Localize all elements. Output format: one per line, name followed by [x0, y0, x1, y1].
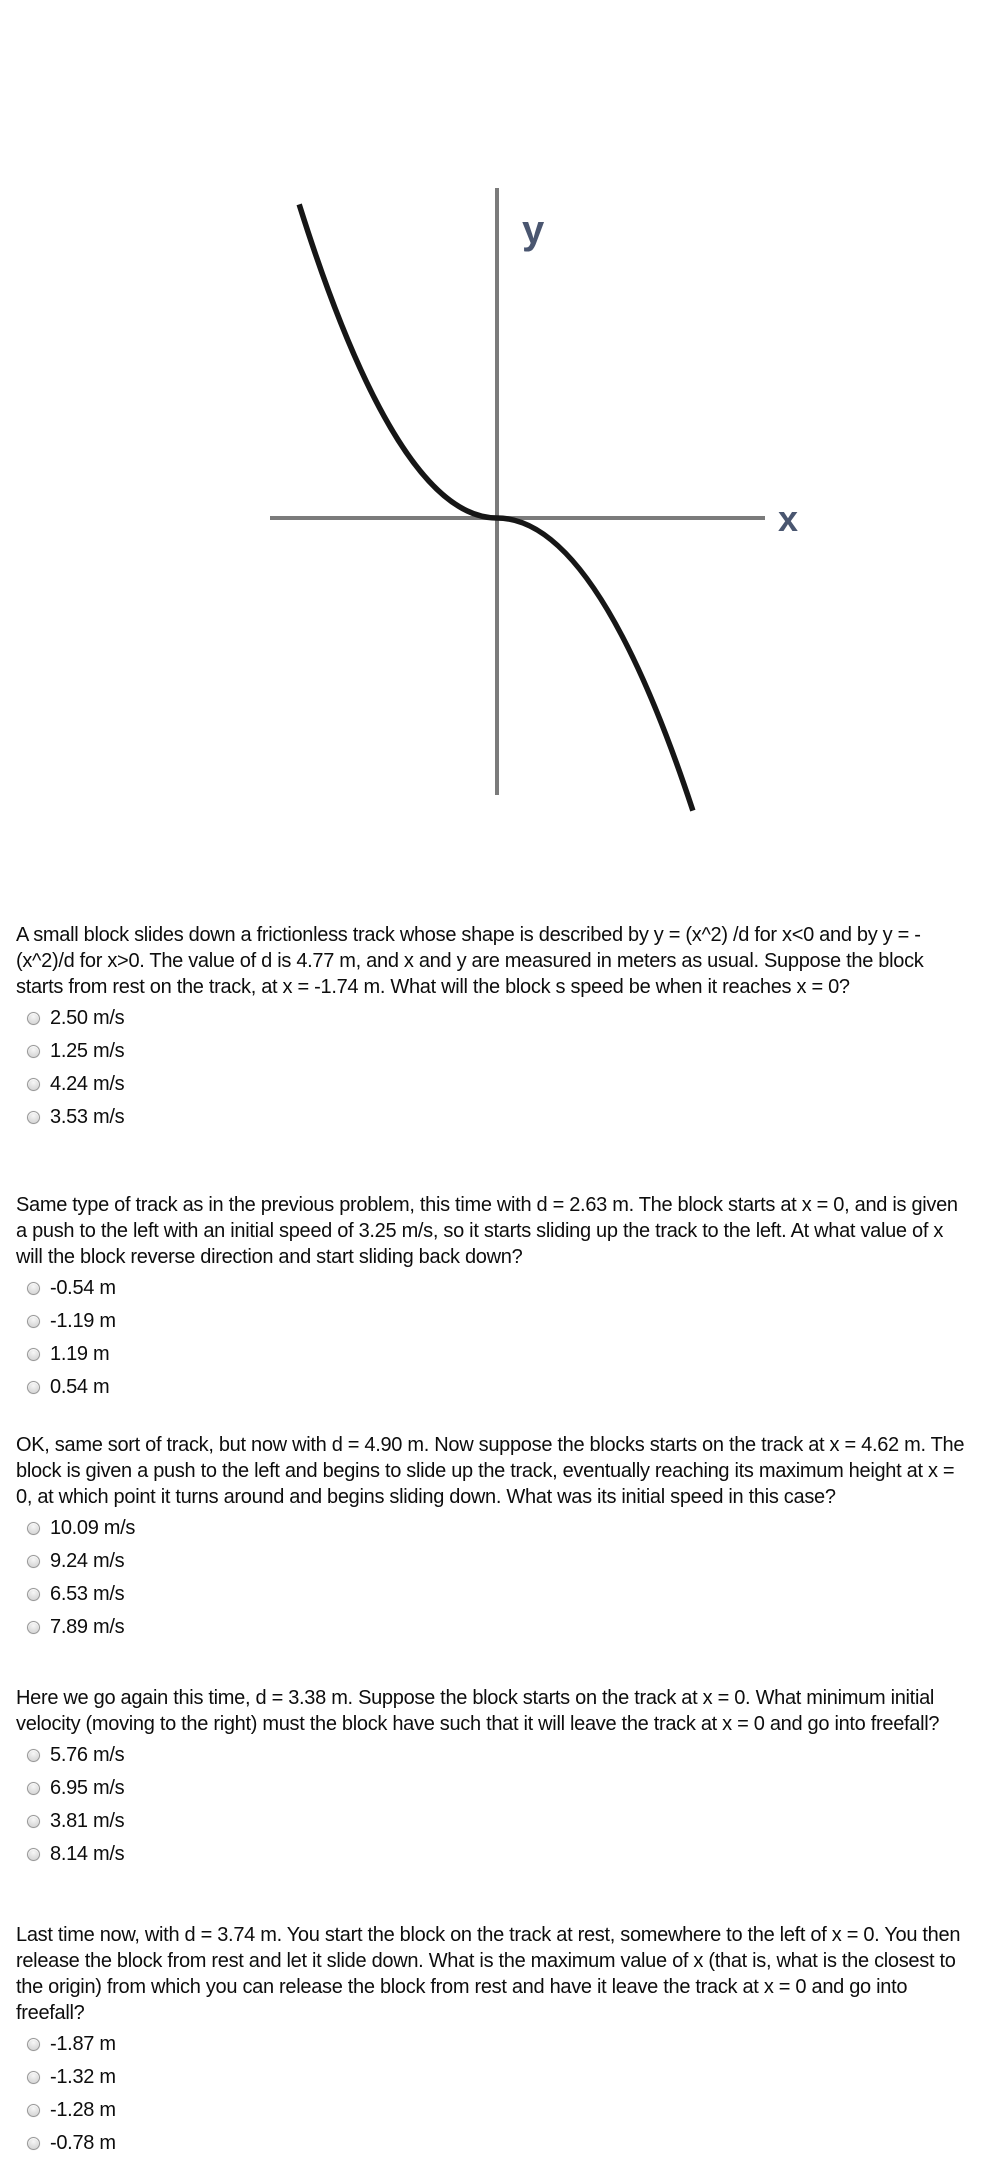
- option-row[interactable]: [16, 1838, 966, 1871]
- option-row[interactable]: [16, 2061, 966, 2094]
- option-label[interactable]: 1.25 m/s: [50, 1040, 125, 1062]
- option-label[interactable]: -1.28 m: [50, 2099, 116, 2121]
- radio-button[interactable]: [27, 1588, 40, 1601]
- option-label[interactable]: 2.50 m/s: [50, 1007, 125, 1029]
- question-block-3: [16, 1432, 966, 1644]
- radio-button[interactable]: [27, 1749, 40, 1762]
- option-row[interactable]: [16, 2028, 966, 2061]
- option-label[interactable]: 9.24 m/s: [50, 1550, 125, 1572]
- radio-button[interactable]: [27, 1078, 40, 1091]
- question-block-5: [16, 1922, 966, 2160]
- radio-button[interactable]: [27, 1522, 40, 1535]
- option-row[interactable]: [16, 1101, 966, 1134]
- option-label[interactable]: 10.09 m/s: [50, 1517, 136, 1539]
- options-list: [16, 1739, 966, 1871]
- track-graph-figure: [250, 140, 820, 830]
- options-list: [16, 1002, 966, 1134]
- question-text: Last time now, with d = 3.74 m. You start the block on the track at rest, somewhere to the left of x = 0. You then release the block from rest and let it slide down. What is the maximum value of x (that is, what is the closest to the origin) from which you can release the block from rest and have it leave the track at x = 0 and go into freefall?: [16, 1924, 961, 2024]
- radio-button[interactable]: [27, 2137, 40, 2150]
- radio-button[interactable]: [27, 1848, 40, 1861]
- question-text: OK, same sort of track, but now with d = 4.90 m. Now suppose the blocks starts on the track at x = 4.62 m. The block is given a push to the left and begins to slide up the track, eventually reaching its maximum height at x = 0, at which point it turns around and begins sliding down. What was its initial speed in this case?: [16, 1434, 965, 1508]
- option-row[interactable]: [16, 1578, 966, 1611]
- radio-button[interactable]: [27, 1381, 40, 1394]
- option-row[interactable]: [16, 1545, 966, 1578]
- option-row[interactable]: [16, 1002, 966, 1035]
- option-row[interactable]: [16, 2094, 966, 2127]
- option-label[interactable]: -1.87 m: [50, 2033, 116, 2055]
- radio-button[interactable]: [27, 1815, 40, 1828]
- options-list: [16, 1272, 966, 1404]
- radio-button[interactable]: [27, 1111, 40, 1124]
- option-label[interactable]: 8.14 m/s: [50, 1843, 125, 1865]
- option-row[interactable]: [16, 1371, 966, 1404]
- y-axis-label: y: [522, 208, 545, 252]
- option-label[interactable]: -1.19 m: [50, 1310, 116, 1332]
- option-label[interactable]: -0.54 m: [50, 1277, 116, 1299]
- radio-button[interactable]: [27, 2071, 40, 2084]
- radio-button[interactable]: [27, 1045, 40, 1058]
- option-label[interactable]: 6.53 m/s: [50, 1583, 125, 1605]
- option-label[interactable]: -0.78 m: [50, 2132, 116, 2154]
- radio-button[interactable]: [27, 1315, 40, 1328]
- option-label[interactable]: 3.81 m/s: [50, 1810, 125, 1832]
- option-row[interactable]: [16, 1512, 966, 1545]
- option-row[interactable]: [16, 1805, 966, 1838]
- option-label[interactable]: 7.89 m/s: [50, 1616, 125, 1638]
- radio-button[interactable]: [27, 1012, 40, 1025]
- radio-button[interactable]: [27, 1782, 40, 1795]
- option-label[interactable]: 1.19 m: [50, 1343, 110, 1365]
- option-row[interactable]: [16, 1611, 966, 1644]
- option-row[interactable]: [16, 1772, 966, 1805]
- function-graph: [250, 140, 820, 830]
- question-block-1: [16, 922, 966, 1134]
- option-row[interactable]: [16, 1035, 966, 1068]
- option-row[interactable]: [16, 1739, 966, 1772]
- radio-button[interactable]: [27, 2038, 40, 2051]
- radio-button[interactable]: [27, 1348, 40, 1361]
- option-row[interactable]: [16, 1338, 966, 1371]
- radio-button[interactable]: [27, 1555, 40, 1568]
- x-axis-label: x: [778, 498, 799, 539]
- option-row[interactable]: [16, 1272, 966, 1305]
- options-list: [16, 1512, 966, 1644]
- question-text: Same type of track as in the previous problem, this time with d = 2.63 m. The block starts at x = 0, and is given a push to the left with an initial speed of 3.25 m/s, so it starts sliding up the track to the left. At what value of x will the block reverse direction and start sliding back down?: [16, 1194, 958, 1268]
- option-label[interactable]: 6.95 m/s: [50, 1777, 125, 1799]
- option-label[interactable]: -1.32 m: [50, 2066, 116, 2088]
- option-label[interactable]: 3.53 m/s: [50, 1106, 125, 1128]
- option-label[interactable]: 4.24 m/s: [50, 1073, 125, 1095]
- option-label[interactable]: 0.54 m: [50, 1376, 110, 1398]
- options-list: [16, 2028, 966, 2160]
- question-block-4: [16, 1685, 966, 1871]
- radio-button[interactable]: [27, 2104, 40, 2117]
- radio-button[interactable]: [27, 1282, 40, 1295]
- question-text: Here we go again this time, d = 3.38 m. Suppose the block starts on the track at x = 0. What minimum initial velocity (moving to the right) must the block have such that it will leave the track at x = 0 and go into freefall?: [16, 1687, 940, 1735]
- option-row[interactable]: [16, 2127, 966, 2160]
- question-text: A small block slides down a frictionless track whose shape is described by y = (x^2) /d for x<0 and by y = -(x^2)/d for x>0. The value of d is 4.77 m, and x and y are measured in meters as usual. Suppose the block starts from rest on the track, at x = -1.74 m. What will the block s speed be when it reaches x = 0?: [16, 924, 924, 998]
- option-row[interactable]: [16, 1305, 966, 1338]
- option-label[interactable]: 5.76 m/s: [50, 1744, 125, 1766]
- option-row[interactable]: [16, 1068, 966, 1101]
- question-block-2: [16, 1192, 966, 1404]
- radio-button[interactable]: [27, 1621, 40, 1634]
